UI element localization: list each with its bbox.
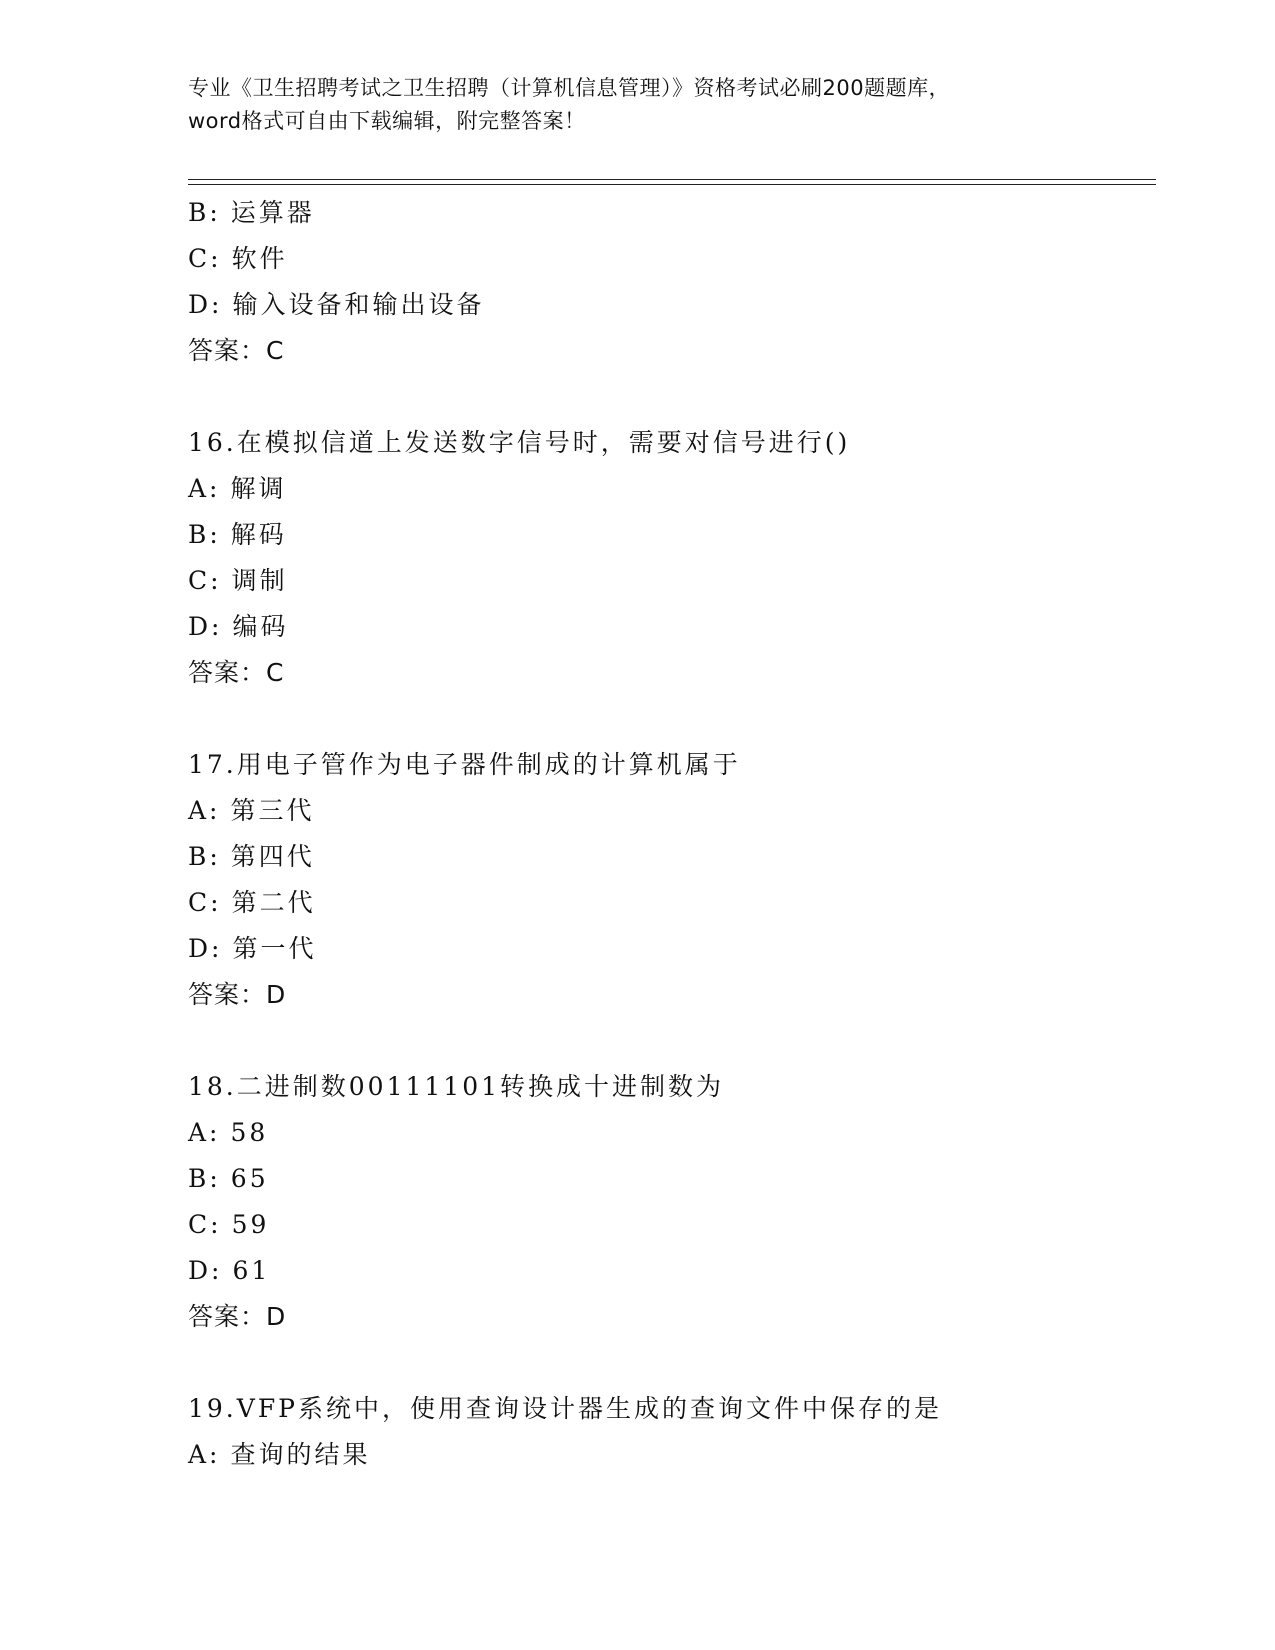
answer-line: 答案：D [188,1302,287,1331]
question-title: 18.二进制数00111101转换成十进制数为 [188,1072,725,1101]
option-label: B: [188,1164,221,1193]
option-row [188,1202,1148,1248]
option-text: 运算器 [230,198,315,227]
option-text: 59 [231,1210,270,1239]
option-text: 58 [230,1118,269,1147]
option-text: 第四代 [230,842,315,871]
question-title: 17.用电子管作为电子器件制成的计算机属于 [188,750,741,779]
option-label: D: [188,934,223,963]
option-label: A: [188,796,221,825]
option-text: 编码 [232,612,289,641]
option-row [188,1432,1148,1478]
option-label: C: [188,888,222,917]
option-text: 查询的结果 [230,1440,371,1469]
option-row [188,1248,1148,1294]
answer-line: 答案：D [188,980,287,1009]
option-row [188,558,1148,604]
header-title-line-2: word格式可自由下载编辑，附完整答案！ [188,109,586,133]
question-spacer [188,374,1148,420]
option-label: B: [188,842,221,871]
header-title-line-1: 专业《卫生招聘考试之卫生招聘（计算机信息管理）》资格考试必刷200题题库， [188,76,951,100]
header-divider [188,179,1156,185]
option-row [188,926,1148,972]
option-label: A: [188,474,221,503]
question-list [188,190,1148,1478]
option-row [188,1156,1148,1202]
option-row [188,834,1148,880]
option-text: 输入设备和输出设备 [232,290,485,319]
option-row [188,604,1148,650]
option-label: A: [188,1440,221,1469]
question-title: 16.在模拟信道上发送数字信号时，需要对信号进行() [188,428,851,457]
option-label: C: [188,566,222,595]
option-label: C: [188,1210,222,1239]
option-text: 解码 [230,520,287,549]
question-spacer [188,1340,1148,1386]
answer-line: 答案：C [188,658,285,687]
option-label: D: [188,612,223,641]
document-header [188,72,1088,138]
option-text: 第一代 [232,934,317,963]
option-row [188,190,1148,236]
option-row [188,466,1148,512]
option-text: 解调 [230,474,287,503]
question-spacer [188,696,1148,742]
option-row [188,236,1148,282]
answer-line: 答案：C [188,336,285,365]
option-text: 软件 [231,244,288,273]
option-label: D: [188,290,223,319]
option-text: 65 [230,1164,269,1193]
option-row [188,282,1148,328]
option-row [188,880,1148,926]
option-label: B: [188,520,221,549]
option-label: D: [188,1256,223,1285]
option-row [188,512,1148,558]
option-text: 第三代 [230,796,315,825]
option-row [188,788,1148,834]
option-text: 调制 [231,566,288,595]
option-label: C: [188,244,222,273]
option-text: 第二代 [231,888,316,917]
option-label: B: [188,198,221,227]
question-spacer [188,1018,1148,1064]
option-text: 61 [232,1256,271,1285]
question-title: 19.VFP系统中，使用查询设计器生成的查询文件中保存的是 [188,1394,942,1423]
option-label: A: [188,1118,221,1147]
option-row [188,1110,1148,1156]
